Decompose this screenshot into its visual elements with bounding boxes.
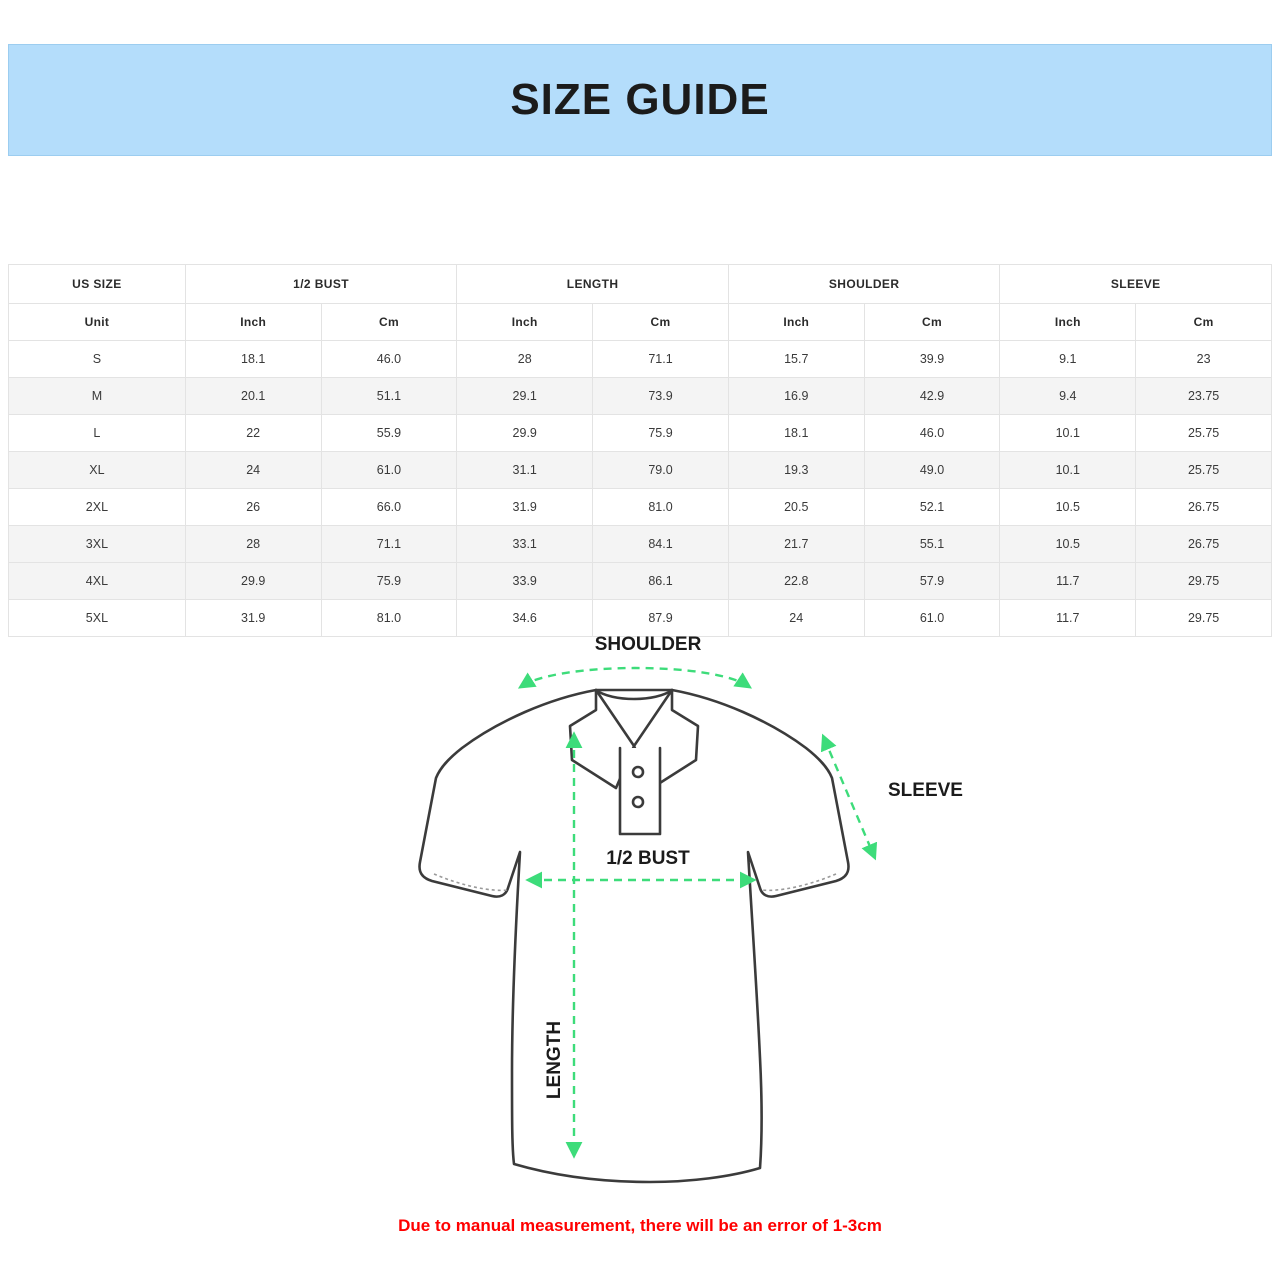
shoulder-label: SHOULDER bbox=[594, 634, 702, 655]
cell-shoulder-cm: 46.0 bbox=[864, 415, 1000, 452]
cell-shoulder-cm: 42.9 bbox=[864, 378, 1000, 415]
cell-length-cm: 73.9 bbox=[593, 378, 729, 415]
cell-shoulder-cm: 49.0 bbox=[864, 452, 1000, 489]
column-header-sleeve: SLEEVE bbox=[1000, 265, 1272, 304]
cell-size: 2XL bbox=[9, 489, 186, 526]
column-header-shoulder: SHOULDER bbox=[728, 265, 1000, 304]
cell-length-cm: 86.1 bbox=[593, 563, 729, 600]
cell-bust-cm: 46.0 bbox=[321, 341, 457, 378]
table-row bbox=[9, 378, 1272, 415]
cell-shoulder-cm: 61.0 bbox=[864, 600, 1000, 637]
cell-size: 3XL bbox=[9, 526, 186, 563]
garment-measurement-diagram bbox=[0, 620, 1280, 1200]
cell-length-inch: 29.9 bbox=[457, 415, 593, 452]
cell-size: L bbox=[9, 415, 186, 452]
cell-sleeve-cm: 26.75 bbox=[1136, 526, 1272, 563]
table-row bbox=[9, 489, 1272, 526]
unit-shoulder-cm: Cm bbox=[864, 304, 1000, 341]
table-row bbox=[9, 452, 1272, 489]
cell-sleeve-cm: 26.75 bbox=[1136, 489, 1272, 526]
unit-sleeve-inch: Inch bbox=[1000, 304, 1136, 341]
cell-sleeve-inch: 10.1 bbox=[1000, 452, 1136, 489]
half-bust-label: 1/2 BUST bbox=[606, 848, 690, 869]
cell-length-inch: 31.9 bbox=[457, 489, 593, 526]
cell-shoulder-cm: 39.9 bbox=[864, 341, 1000, 378]
unit-bust-inch: Inch bbox=[185, 304, 321, 341]
cell-bust-cm: 61.0 bbox=[321, 452, 457, 489]
table-row bbox=[9, 563, 1272, 600]
cell-bust-cm: 55.9 bbox=[321, 415, 457, 452]
table-row bbox=[9, 341, 1272, 378]
column-header-length: LENGTH bbox=[457, 265, 729, 304]
size-chart-table bbox=[8, 264, 1272, 637]
shoulder-measure-arrow bbox=[522, 668, 748, 686]
table-unit-header-row bbox=[9, 304, 1272, 341]
cell-size: XL bbox=[9, 452, 186, 489]
cell-sleeve-inch: 10.5 bbox=[1000, 526, 1136, 563]
cell-length-inch: 31.1 bbox=[457, 452, 593, 489]
cell-shoulder-inch: 21.7 bbox=[728, 526, 864, 563]
cell-shoulder-inch: 24 bbox=[728, 600, 864, 637]
cell-sleeve-cm: 25.75 bbox=[1136, 452, 1272, 489]
unit-label: Unit bbox=[9, 304, 186, 341]
cell-shoulder-cm: 57.9 bbox=[864, 563, 1000, 600]
cell-bust-inch: 31.9 bbox=[185, 600, 321, 637]
cell-bust-cm: 51.1 bbox=[321, 378, 457, 415]
cell-length-inch: 34.6 bbox=[457, 600, 593, 637]
cell-length-cm: 84.1 bbox=[593, 526, 729, 563]
cell-sleeve-cm: 29.75 bbox=[1136, 563, 1272, 600]
cell-length-cm: 75.9 bbox=[593, 415, 729, 452]
cell-sleeve-inch: 10.1 bbox=[1000, 415, 1136, 452]
cell-shoulder-inch: 22.8 bbox=[728, 563, 864, 600]
unit-length-cm: Cm bbox=[593, 304, 729, 341]
cell-bust-inch: 22 bbox=[185, 415, 321, 452]
column-header-half-bust: 1/2 BUST bbox=[185, 265, 457, 304]
unit-length-inch: Inch bbox=[457, 304, 593, 341]
cell-bust-cm: 66.0 bbox=[321, 489, 457, 526]
table-group-header-row bbox=[9, 265, 1272, 304]
length-label: LENGTH bbox=[544, 1020, 565, 1100]
cell-shoulder-inch: 19.3 bbox=[728, 452, 864, 489]
cell-length-inch: 33.9 bbox=[457, 563, 593, 600]
cell-sleeve-inch: 11.7 bbox=[1000, 600, 1136, 637]
table-head bbox=[9, 265, 1272, 341]
cell-length-cm: 81.0 bbox=[593, 489, 729, 526]
sleeve-label: SLEEVE bbox=[888, 780, 963, 801]
cell-length-inch: 28 bbox=[457, 341, 593, 378]
cell-bust-cm: 81.0 bbox=[321, 600, 457, 637]
cell-bust-inch: 29.9 bbox=[185, 563, 321, 600]
cell-sleeve-inch: 10.5 bbox=[1000, 489, 1136, 526]
cell-shoulder-inch: 20.5 bbox=[728, 489, 864, 526]
cell-shoulder-inch: 18.1 bbox=[728, 415, 864, 452]
cell-length-cm: 71.1 bbox=[593, 341, 729, 378]
cell-sleeve-inch: 11.7 bbox=[1000, 563, 1136, 600]
size-guide-header bbox=[8, 44, 1272, 156]
table-row bbox=[9, 415, 1272, 452]
cell-shoulder-inch: 16.9 bbox=[728, 378, 864, 415]
cell-sleeve-cm: 29.75 bbox=[1136, 600, 1272, 637]
cell-bust-inch: 20.1 bbox=[185, 378, 321, 415]
unit-sleeve-cm: Cm bbox=[1136, 304, 1272, 341]
cell-sleeve-cm: 23.75 bbox=[1136, 378, 1272, 415]
table-row bbox=[9, 526, 1272, 563]
column-header-us-size: US SIZE bbox=[9, 265, 186, 304]
cell-bust-inch: 26 bbox=[185, 489, 321, 526]
cell-size: 5XL bbox=[9, 600, 186, 637]
cell-length-cm: 87.9 bbox=[593, 600, 729, 637]
cell-size: 4XL bbox=[9, 563, 186, 600]
cell-shoulder-cm: 52.1 bbox=[864, 489, 1000, 526]
cell-sleeve-cm: 23 bbox=[1136, 341, 1272, 378]
polo-shirt-illustration bbox=[420, 690, 849, 1182]
cell-shoulder-cm: 55.1 bbox=[864, 526, 1000, 563]
cell-sleeve-cm: 25.75 bbox=[1136, 415, 1272, 452]
cell-shoulder-inch: 15.7 bbox=[728, 341, 864, 378]
measurement-disclaimer: Due to manual measurement, there will be an error of 1-3cm bbox=[398, 1216, 882, 1235]
table-body bbox=[9, 341, 1272, 637]
cell-size: S bbox=[9, 341, 186, 378]
cell-size: M bbox=[9, 378, 186, 415]
cell-bust-inch: 28 bbox=[185, 526, 321, 563]
cell-bust-inch: 18.1 bbox=[185, 341, 321, 378]
unit-shoulder-inch: Inch bbox=[728, 304, 864, 341]
size-chart-table-wrapper bbox=[8, 264, 1272, 637]
page-title: SIZE GUIDE bbox=[510, 75, 770, 124]
cell-length-inch: 29.1 bbox=[457, 378, 593, 415]
cell-length-inch: 33.1 bbox=[457, 526, 593, 563]
cell-bust-cm: 71.1 bbox=[321, 526, 457, 563]
cell-length-cm: 79.0 bbox=[593, 452, 729, 489]
cell-bust-inch: 24 bbox=[185, 452, 321, 489]
unit-bust-cm: Cm bbox=[321, 304, 457, 341]
cell-sleeve-inch: 9.4 bbox=[1000, 378, 1136, 415]
cell-sleeve-inch: 9.1 bbox=[1000, 341, 1136, 378]
cell-bust-cm: 75.9 bbox=[321, 563, 457, 600]
